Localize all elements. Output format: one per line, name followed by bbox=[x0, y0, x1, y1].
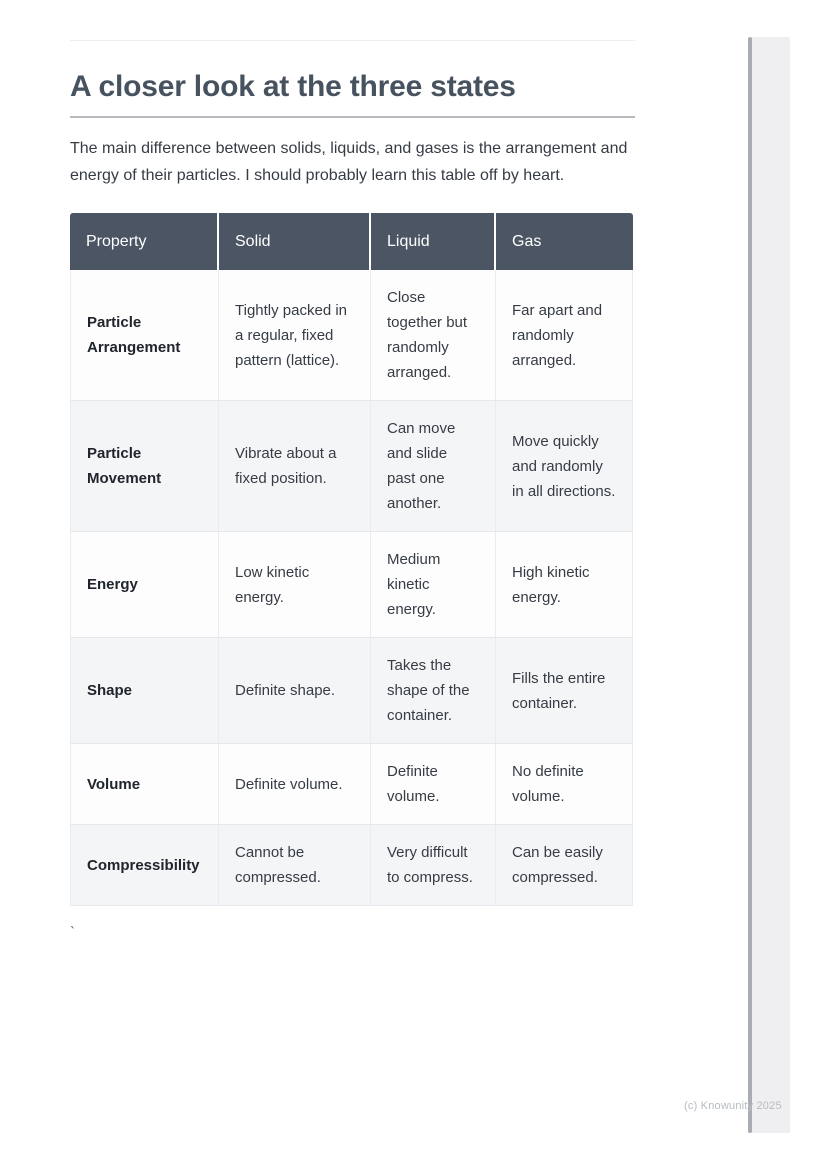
table-row bbox=[70, 270, 633, 401]
cell-solid: Low kinetic energy. bbox=[219, 532, 371, 638]
cell-solid: Cannot be compressed. bbox=[219, 825, 371, 906]
page-title: A closer look at the three states bbox=[70, 70, 516, 103]
cell-liquid: Definite volume. bbox=[371, 744, 496, 825]
scrollbar-thumb[interactable] bbox=[748, 37, 752, 1133]
row-label: Shape bbox=[70, 638, 219, 744]
row-label: Energy bbox=[70, 532, 219, 638]
table-row bbox=[70, 638, 633, 744]
table-row bbox=[70, 744, 633, 825]
document-page bbox=[70, 40, 635, 906]
states-comparison-table bbox=[70, 213, 633, 906]
row-label: Particle Movement bbox=[70, 401, 219, 532]
cell-solid: Vibrate about a fixed position. bbox=[219, 401, 371, 532]
cell-liquid: Can move and slide past one another. bbox=[371, 401, 496, 532]
table-row bbox=[70, 532, 633, 638]
cell-liquid: Takes the shape of the container. bbox=[371, 638, 496, 744]
column-header-gas: Gas bbox=[496, 213, 633, 270]
stray-backtick-text: ` bbox=[70, 924, 75, 941]
row-label: Particle Arrangement bbox=[70, 270, 219, 401]
cell-liquid: Close together but randomly arranged. bbox=[371, 270, 496, 401]
scrollbar-track[interactable] bbox=[748, 37, 790, 1133]
column-header-liquid: Liquid bbox=[371, 213, 496, 270]
column-header-solid: Solid bbox=[219, 213, 371, 270]
table-row bbox=[70, 825, 633, 906]
table-header-row bbox=[70, 213, 633, 270]
cell-gas: Far apart and randomly arranged. bbox=[496, 270, 633, 401]
cell-gas: No definite volume. bbox=[496, 744, 633, 825]
row-label: Volume bbox=[70, 744, 219, 825]
cell-gas: Can be easily compressed. bbox=[496, 825, 633, 906]
row-label: Compressibility bbox=[70, 825, 219, 906]
title-divider bbox=[70, 116, 635, 118]
intro-paragraph: The main difference between solids, liquids, and gases is the arrangement and energy of their particles. I should probably learn this table off by heart. bbox=[70, 140, 628, 184]
cell-liquid: Very difficult to compress. bbox=[371, 825, 496, 906]
cell-solid: Tightly packed in a regular, fixed pattern (lattice). bbox=[219, 270, 371, 401]
column-header-property: Property bbox=[70, 213, 219, 270]
cell-liquid: Medium kinetic energy. bbox=[371, 532, 496, 638]
table-row bbox=[70, 401, 633, 532]
cell-gas: Fills the entire container. bbox=[496, 638, 633, 744]
cell-solid: Definite volume. bbox=[219, 744, 371, 825]
cell-solid: Definite shape. bbox=[219, 638, 371, 744]
cell-gas: Move quickly and randomly in all directions. bbox=[496, 401, 633, 532]
cell-gas: High kinetic energy. bbox=[496, 532, 633, 638]
copyright-footer: (c) Knowunity 2025 bbox=[684, 1100, 782, 1112]
